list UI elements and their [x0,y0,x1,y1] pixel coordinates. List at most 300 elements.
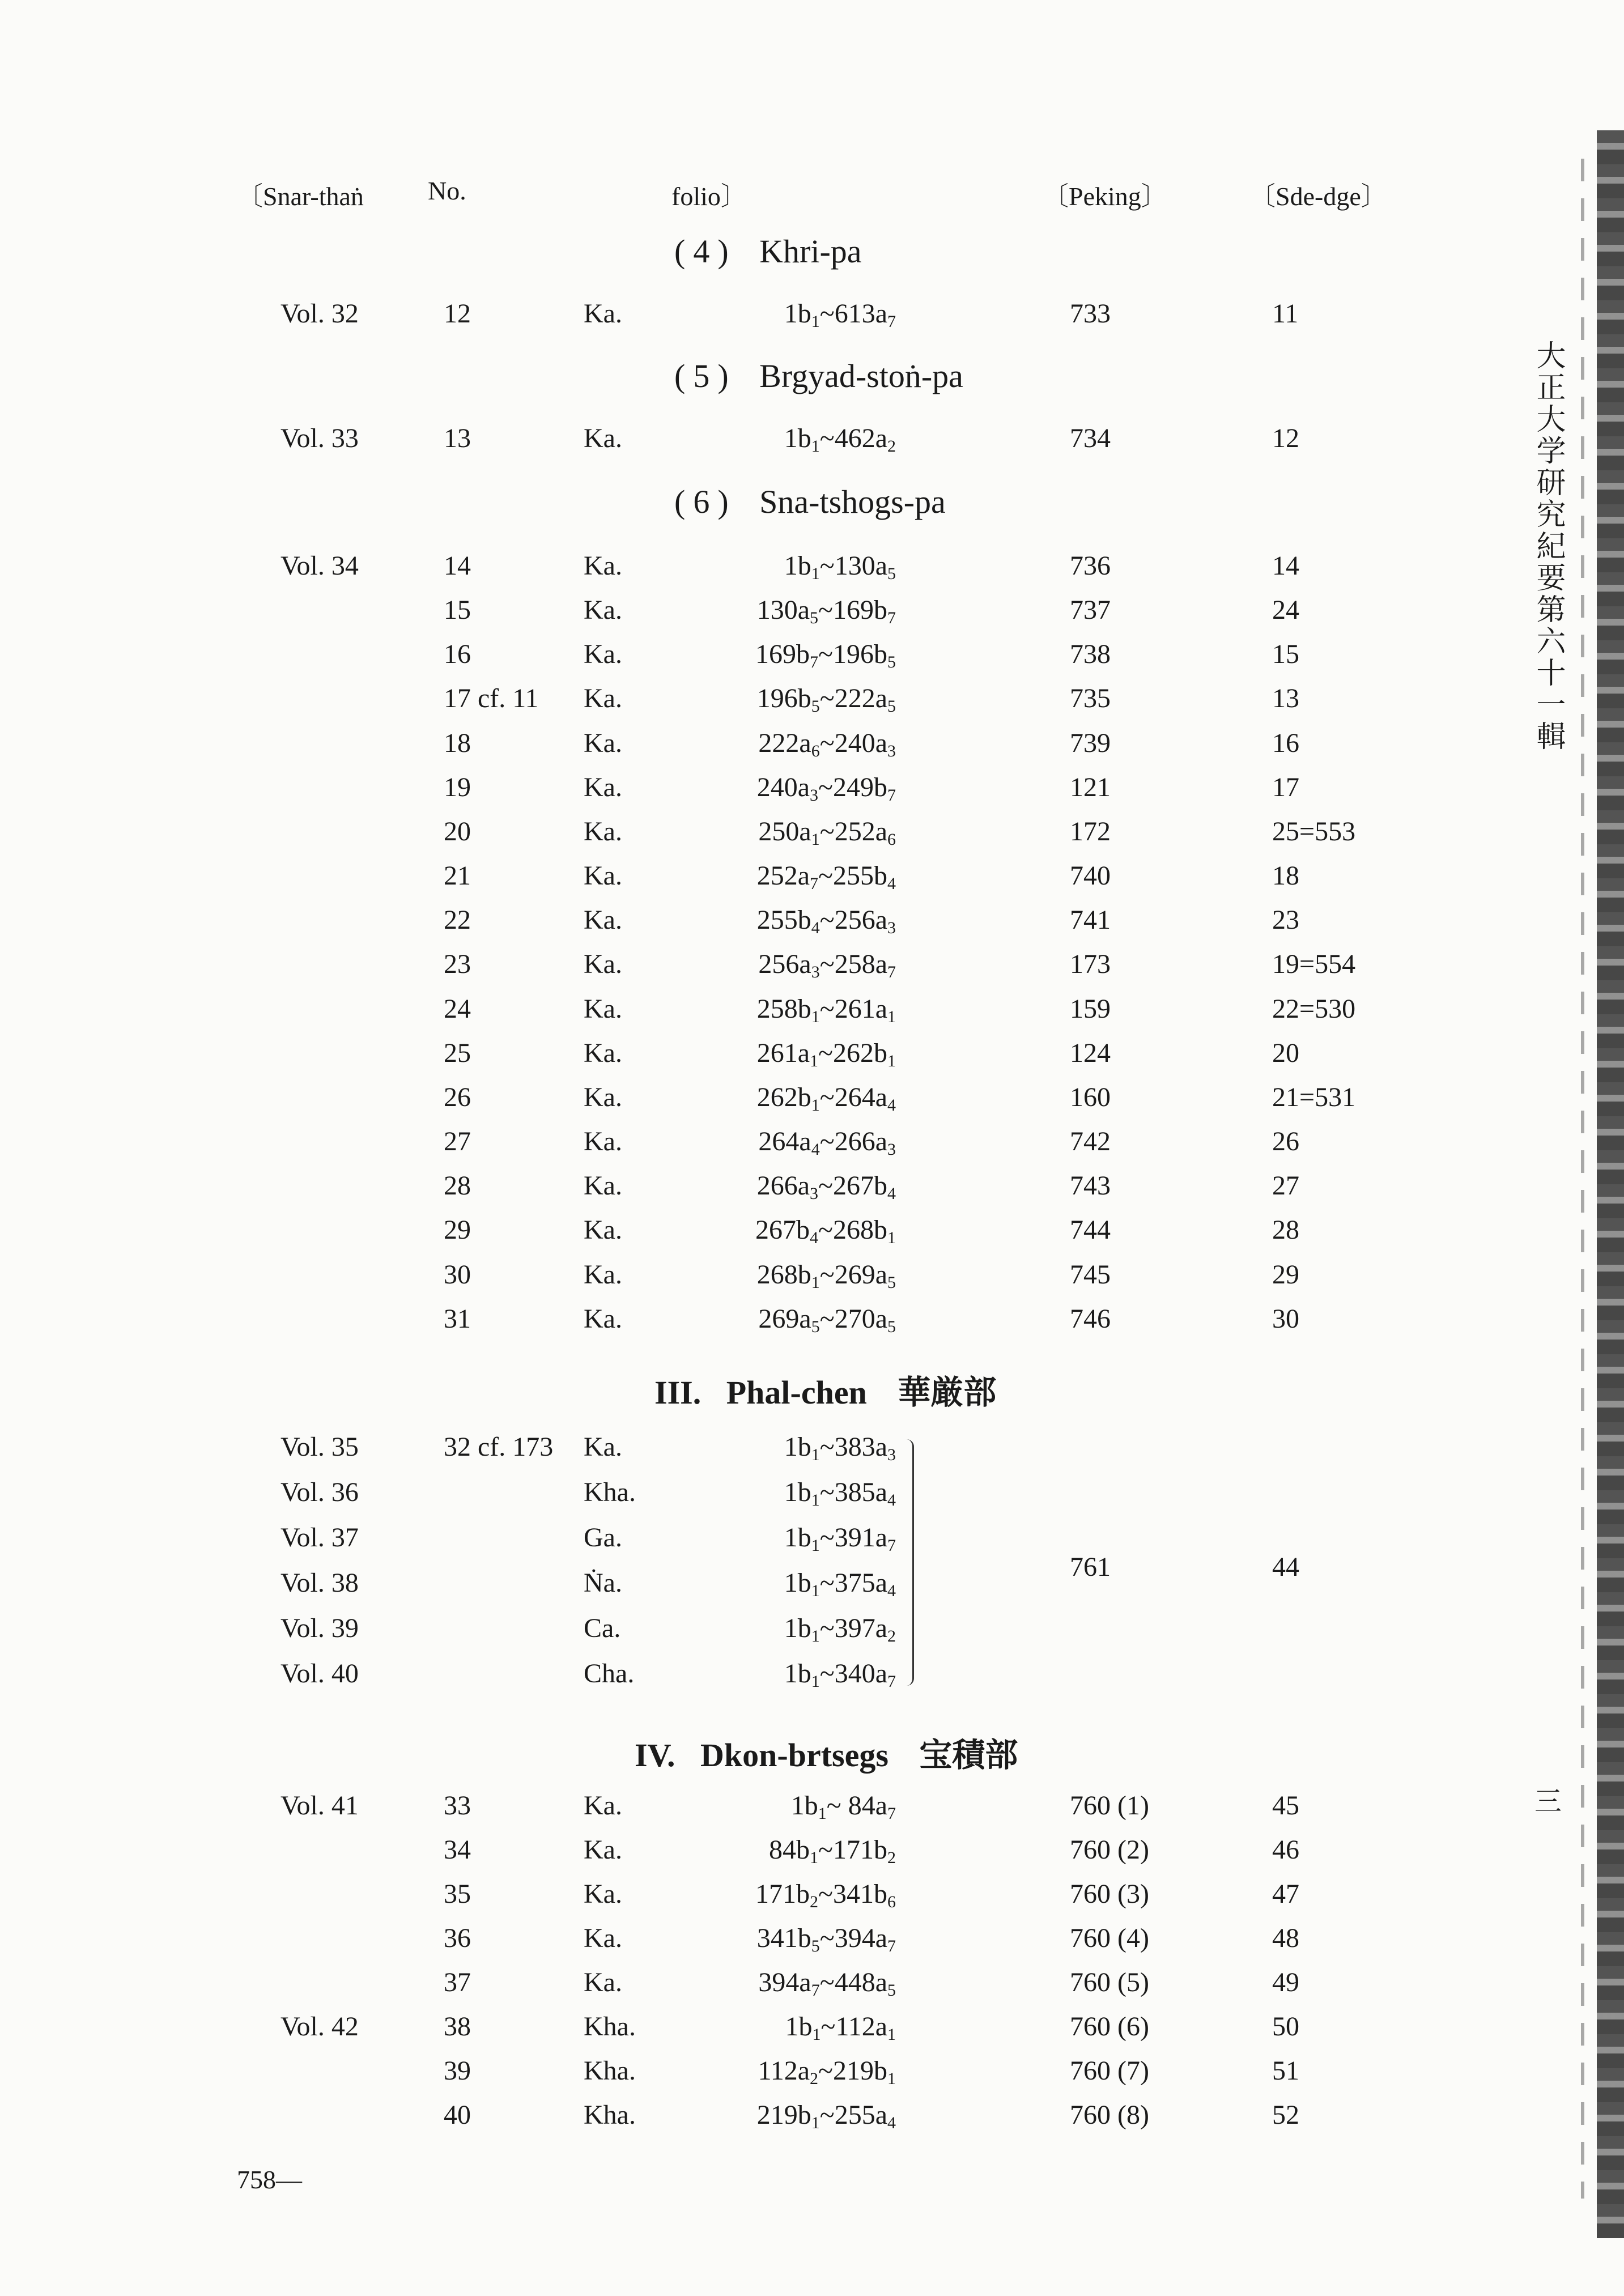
folio-end-line: 7 [887,1672,896,1691]
header-sde-dge: 〔Sde-dge〕 [1249,182,1387,211]
folio-end-line: 2 [887,1627,896,1646]
journal-title: 大正大学研究紀要第六十一輯 [1531,340,1565,752]
folio-start: 1b [785,2012,813,2042]
section-number: (5) [674,358,737,394]
row-peking: 121 [1070,772,1111,802]
row-peking: 740 [1070,861,1111,891]
row-section: Ka. [584,595,622,625]
folio-start-line: 4 [811,1140,820,1159]
folio-end: ~391a [819,1523,887,1553]
folio-start: 1b [790,1791,818,1821]
row-number: 12 [444,299,471,329]
row-section: Ka. [584,1171,622,1201]
folio-start: 1b [784,1432,811,1462]
row-sde-dge: 49 [1272,1967,1299,1997]
row-peking: 760 (1) [1070,1791,1149,1821]
folio-end-line: 5 [887,653,896,671]
row-section: Ka. [584,1879,622,1909]
row-section: Ka. [584,728,622,758]
folio-end: ~249b [818,772,887,802]
folio-start-line: 3 [810,1184,819,1203]
folio-start: 1b [784,1477,811,1507]
folio-end: ~256a [819,905,887,935]
row-number: 14 [444,551,471,581]
row-section: Kha. [584,2100,636,2130]
section-title: Brgyad-stoṅ-pa [759,358,963,394]
folio-end-line: 7 [887,963,896,981]
folio-start: 1b [784,1568,811,1598]
row-section: Ka. [584,1038,622,1068]
folio-end: ~112a [820,2012,887,2042]
folio-start-line: 6 [811,742,820,760]
folio-end: ~264a [819,1082,887,1112]
folio-start-line: 3 [811,963,820,981]
row-number: 18 [444,728,471,758]
section-heading-6 [674,483,946,521]
folio-end: ~385a [819,1477,887,1507]
folio-start-line: 2 [810,2069,819,2088]
folio-start-line: 1 [811,2114,820,2132]
row-folio [758,817,896,849]
row-folio [758,728,896,760]
row-volume: Vol. 42 [280,2012,359,2042]
folio-start: 222a [758,728,811,758]
folio-start-line: 1 [810,1848,819,1867]
folio-end-line: 7 [887,312,896,331]
folio-end-line: 1 [887,1007,896,1026]
row-number: 33 [444,1791,471,1821]
row-peking: 736 [1070,551,1111,581]
folio-start: 269a [758,1304,811,1334]
row-section: Ka. [584,1923,622,1953]
folio-end-line: 6 [887,830,896,849]
row-peking: 737 [1070,595,1111,625]
folio-end: ~219b [818,2056,887,2086]
row-folio [784,299,896,331]
row-peking: 160 [1070,1082,1111,1112]
row-folio [790,1791,896,1823]
folio-start-line: 4 [811,919,820,937]
header-folio: folio〕 [671,182,747,211]
folio-end: ~130a [819,551,887,581]
row-section: Ka. [584,861,622,891]
folio-start-line: 7 [810,653,819,671]
folio-end: ~383a [819,1432,887,1462]
row-sde-dge: 12 [1272,423,1299,453]
row-peking: 760 (4) [1070,1923,1149,1953]
folio-end-line: 3 [887,919,896,937]
row-number: 16 [444,639,471,669]
folio-start: 84b [769,1835,810,1865]
folio-end-line: 1 [887,1052,896,1070]
folio-start: 268b [756,1260,811,1290]
group-peking: 761 [1070,1552,1111,1582]
row-sde-dge: 20 [1272,1038,1299,1068]
section-number: III. [654,1374,702,1411]
row-folio [784,1523,896,1555]
folio-start-line: 1 [811,1445,820,1464]
row-peking: 173 [1070,949,1111,979]
folio-end-line: 3 [887,742,896,760]
row-number: 36 [444,1923,471,1953]
folio-end-line: 3 [887,1140,896,1159]
folio-start-line: 4 [810,1228,819,1247]
folio-end-line: 4 [887,1184,896,1203]
row-number: 29 [444,1215,471,1245]
folio-end-line: 5 [887,564,896,583]
section-heading-iv [635,1728,1018,1776]
row-section: Ka. [584,1791,622,1821]
page-edge-shadow [1597,130,1624,2238]
folio-start-line: 1 [811,1627,820,1646]
row-folio [784,1568,896,1600]
row-peking: 760 (7) [1070,2056,1149,2086]
row-folio [756,595,896,627]
row-section: Ka. [584,949,622,979]
row-section: Kha. [584,2056,636,2086]
row-volume: Vol. 32 [280,299,359,329]
folio-end: ~169b [818,595,887,625]
row-number: 22 [444,905,471,935]
row-number: 25 [444,1038,471,1068]
row-peking: 735 [1070,683,1111,713]
row-peking: 734 [1070,423,1111,453]
folio-start: 240a [756,772,810,802]
row-section: Ka. [584,1835,622,1865]
row-section: Ka. [584,551,622,581]
page-number: 758— [237,2165,302,2194]
row-folio [758,949,896,981]
folio-end-line: 2 [887,1848,896,1867]
folio-end-line: 4 [887,1096,896,1115]
folio-start-line: 5 [811,1317,820,1336]
row-sde-dge: 48 [1272,1923,1299,1953]
row-folio [756,683,896,716]
row-section: Cha. [584,1659,635,1689]
row-section: Kha. [584,1477,636,1507]
row-folio [755,1879,896,1911]
folio-start-line: 1 [818,1804,827,1823]
folio-start: 1b [784,1659,811,1689]
section-kanji: 宝積部 [919,1736,1018,1774]
row-section: Ka. [584,683,622,713]
row-section: Ca. [584,1613,621,1643]
row-section: Kha. [584,2012,636,2042]
folio-end-line: 1 [887,2025,896,2044]
folio-start: 258b [756,994,811,1024]
row-peking: 745 [1070,1260,1111,1290]
section-kanji: 華厳部 [898,1373,997,1411]
row-section: Ka. [584,905,622,935]
row-sde-dge: 16 [1272,728,1299,758]
row-section: Ga. [584,1523,622,1553]
row-folio [755,1215,896,1247]
row-volume: Vol. 39 [280,1613,359,1643]
row-sde-dge: 23 [1272,905,1299,935]
folio-start: 255b [756,905,811,935]
folio-end: ~340a [819,1659,887,1689]
folio-start: 1b [784,1523,811,1553]
folio-start: 196b [756,683,811,713]
folio-end: ~394a [819,1923,887,1953]
row-number: 15 [444,595,471,625]
row-peking: 738 [1070,639,1111,669]
row-volume: Vol. 40 [280,1659,359,1689]
section-title: Phal-chen [726,1374,867,1411]
folio-start: 264a [758,1126,811,1156]
folio-start: 252a [756,861,810,891]
folio-start-line: 5 [810,609,819,627]
folio-end-line: 7 [887,1536,896,1555]
folio-start-line: 1 [811,437,820,456]
row-section: Ka. [584,1126,622,1156]
row-folio [756,861,896,893]
row-peking: 741 [1070,905,1111,935]
section-heading-5 [674,357,963,395]
row-sde-dge: 27 [1272,1171,1299,1201]
brace [907,1439,914,1686]
row-peking: 760 (3) [1070,1879,1149,1909]
row-sde-dge: 17 [1272,772,1299,802]
row-sde-dge: 22=530 [1272,994,1356,1024]
folio-end-line: 5 [887,1317,896,1336]
row-number: 23 [444,949,471,979]
row-number: 20 [444,817,471,847]
row-volume: Vol. 34 [280,551,359,581]
row-folio [784,1613,896,1646]
row-peking: 172 [1070,817,1111,847]
row-number: 37 [444,1967,471,1997]
folio-end-line: 7 [887,786,896,805]
header-no: No. [428,176,466,205]
row-sde-dge: 25=553 [1272,817,1356,847]
row-number: 34 [444,1835,471,1865]
row-folio [756,772,896,805]
folio-start-line: 2 [810,1893,819,1911]
folio-start-line: 1 [811,830,820,849]
row-number: 39 [444,2056,471,2086]
row-section: Ka. [584,1304,622,1334]
row-sde-dge: 11 [1272,299,1299,329]
folio-end-line: 4 [887,1491,896,1510]
row-folio [756,1923,896,1955]
folio-start: 1b [784,299,811,329]
folio-end-line: 4 [887,2114,896,2132]
row-peking: 159 [1070,994,1111,1024]
row-peking: 760 (2) [1070,1835,1149,1865]
row-folio [784,1432,896,1464]
row-peking: 760 (6) [1070,2012,1149,2042]
row-sde-dge: 18 [1272,861,1299,891]
row-folio [755,639,896,671]
row-sde-dge: 24 [1272,595,1299,625]
row-number: 19 [444,772,471,802]
folio-start: 171b [755,1879,810,1909]
row-section: Ka. [584,994,622,1024]
folio-end: ~252a [819,817,887,847]
group-sde-dge: 44 [1272,1552,1299,1582]
folio-end-line: 5 [887,1981,896,2000]
row-folio [784,1477,896,1510]
folio-start-line: 1 [811,1273,820,1292]
folio-start-line: 1 [811,312,820,331]
folio-end: ~261a [819,994,887,1024]
folio-start-line: 5 [811,697,820,716]
row-number: 26 [444,1082,471,1112]
row-folio [756,1038,896,1070]
folio-start: 1b [784,423,811,453]
row-number: 21 [444,861,471,891]
header-peking: 〔Peking〕 [1043,182,1167,211]
folio-start: 256a [758,949,811,979]
folio-start-line: 5 [811,1937,820,1955]
row-sde-dge: 21=531 [1272,1082,1356,1112]
folio-end: ~462a [819,423,887,453]
folio-end: ~196b [818,639,887,669]
row-folio [756,1171,896,1203]
row-folio [758,1967,896,2000]
folio-start-line: 7 [811,1981,820,2000]
row-volume: Vol. 41 [280,1791,359,1821]
row-folio [756,905,896,937]
row-section: Ka. [584,1215,622,1245]
folio-end: ~267b [818,1171,887,1201]
row-section: Ka. [584,423,622,453]
row-number: 31 [444,1304,471,1334]
row-section: Ka. [584,1082,622,1112]
folio-end: ~262b [818,1038,887,1068]
folio-end-line: 7 [887,1804,896,1823]
row-folio [758,1304,896,1336]
row-section: Ka. [584,1967,622,1997]
row-sde-dge: 14 [1272,551,1299,581]
row-section: Ka. [584,299,622,329]
row-number: 13 [444,423,471,453]
row-peking: 744 [1070,1215,1111,1245]
folio-start-line: 1 [812,2025,821,2044]
folio-start-line: 1 [811,1007,820,1026]
row-number: 24 [444,994,471,1024]
row-sde-dge: 50 [1272,2012,1299,2042]
side-page-mark: 三 [1534,1785,1562,1817]
folio-start: 130a [756,595,810,625]
folio-start: 394a [758,1967,811,1997]
header-snar-than: 〔Snar-thaṅ [237,182,364,211]
folio-end-line: 1 [887,2069,896,2088]
folio-end-line: 4 [887,874,896,893]
row-peking: 760 (8) [1070,2100,1149,2130]
section-heading-4 [674,232,862,270]
row-peking: 746 [1070,1304,1111,1334]
row-section: Ka. [584,772,622,802]
section-number: (6) [674,483,737,520]
folio-end: ~255b [818,861,887,891]
row-number: 40 [444,2100,471,2130]
row-sde-dge: 15 [1272,639,1299,669]
section-title: Dkon-brtsegs [700,1737,888,1774]
folio-end: ~269a [819,1260,887,1290]
folio-end: ~ 84a [826,1791,887,1821]
folio-start: 112a [758,2056,810,2086]
folio-start-line: 1 [811,1096,820,1115]
row-section: Ka. [584,639,622,669]
row-volume: Vol. 38 [280,1568,359,1598]
row-folio [784,551,896,583]
section-number: (4) [674,233,737,270]
folio-end: ~270a [819,1304,887,1334]
row-folio [784,1659,896,1691]
row-sde-dge: 26 [1272,1126,1299,1156]
folio-start: 266a [756,1171,810,1201]
row-sde-dge: 45 [1272,1791,1299,1821]
row-folio [756,994,896,1026]
row-volume: Vol. 35 [280,1432,359,1462]
row-section: Ka. [584,817,622,847]
row-number: 17 cf. 11 [444,683,539,713]
section-title: Khri-pa [759,233,862,270]
folio-end-line: 7 [887,609,896,627]
folio-end-line: 5 [887,1273,896,1292]
row-peking: 743 [1070,1171,1111,1201]
row-volume: Vol. 33 [280,423,359,453]
row-folio [785,2012,896,2044]
folio-start-line: 1 [811,1672,820,1691]
row-peking: 739 [1070,728,1111,758]
folio-start-line: 1 [811,1581,820,1600]
folio-end: ~171b [818,1835,887,1865]
row-folio [784,423,896,456]
folio-end: ~222a [819,683,887,713]
row-sde-dge: 28 [1272,1215,1299,1245]
folio-end-line: 7 [887,1937,896,1955]
folio-start: 267b [755,1215,810,1245]
folio-start-line: 1 [811,1491,820,1510]
row-folio [758,2056,896,2088]
folio-end-line: 6 [887,1893,896,1911]
row-section: Ka. [584,1432,622,1462]
row-number: 32 cf. 173 [444,1432,554,1462]
row-peking: 124 [1070,1038,1111,1068]
folio-start: 250a [758,817,811,847]
folio-end-line: 3 [887,1445,896,1464]
folio-start: 262b [756,1082,811,1112]
folio-end-line: 2 [887,437,896,456]
folio-start: 1b [784,1613,811,1643]
section-title: Sna-tshogs-pa [759,483,946,520]
folio-end-line: 1 [887,1228,896,1247]
row-sde-dge: 30 [1272,1304,1299,1334]
section-heading-iii [654,1366,996,1413]
folio-end-line: 4 [887,1581,896,1600]
row-section: Ṅa. [584,1568,622,1598]
folio-start: 261a [756,1038,810,1068]
folio-start-line: 3 [810,786,819,805]
row-sde-dge: 52 [1272,2100,1299,2130]
row-peking: 733 [1070,299,1111,329]
row-sde-dge: 19=554 [1272,949,1356,979]
folio-end: ~613a [819,299,887,329]
row-peking: 760 (5) [1070,1967,1149,1997]
folio-end: ~258a [819,949,887,979]
row-volume: Vol. 36 [280,1477,359,1507]
folio-end: ~397a [819,1613,887,1643]
row-folio [756,1082,896,1115]
page-edge-shadow [1581,159,1584,2199]
row-sde-dge: 46 [1272,1835,1299,1865]
row-folio [758,1126,896,1159]
folio-start-line: 7 [810,874,819,893]
row-number: 35 [444,1879,471,1909]
